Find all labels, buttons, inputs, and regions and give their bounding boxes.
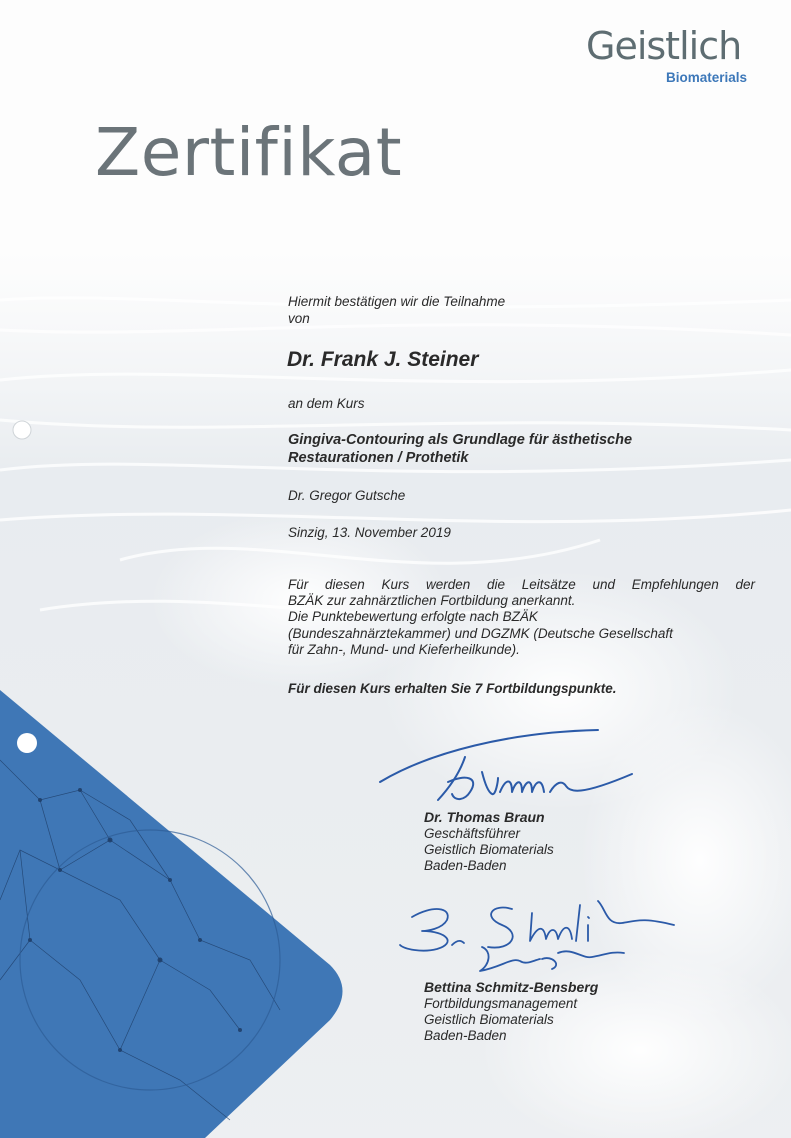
- signatory-1-name: Dr. Thomas Braun: [424, 809, 545, 825]
- signatory-2-company: Geistlich Biomaterials: [424, 1012, 554, 1027]
- intro-line-1: Hiermit bestätigen wir die Teilnahme: [288, 294, 506, 309]
- brand-logo: Geistlich: [586, 24, 742, 68]
- signatory-1-company: Geistlich Biomaterials: [424, 842, 554, 857]
- course-title-line-2: Restaurationen / Prothetik: [288, 450, 469, 466]
- recognition-line-3: Die Punktebewertung erfolgte nach BZÄK: [288, 609, 538, 625]
- speaker-name: Dr. Gregor Gutsche: [288, 488, 406, 503]
- certificate-title: Zertifikat: [95, 114, 403, 191]
- signatory-2-city: Baden-Baden: [424, 1028, 507, 1043]
- signatory-2-role: Fortbildungsmanagement: [424, 996, 578, 1011]
- signatory-1-role: Geschäftsführer: [424, 826, 521, 841]
- recognition-text: [288, 577, 755, 658]
- points-statement: Für diesen Kurs erhalten Sie 7 Fortbildungspunkte.: [288, 681, 617, 696]
- handwritten-signature-icon: [392, 895, 692, 987]
- recognition-line-5: für Zahn-, Mund- und Kieferheilkunde).: [288, 641, 520, 657]
- intro-line-2: von: [288, 311, 310, 326]
- place-date: Sinzig, 13. November 2019: [288, 525, 451, 540]
- recognition-line-1: Für diesen Kurs werden die Leitsätze und Empfehlungen der: [288, 577, 755, 592]
- participant-name: Dr. Frank J. Steiner: [287, 348, 479, 371]
- recognition-line-2: BZÄK zur zahnärztlichen Fortbildung anerkannt.: [288, 593, 576, 609]
- course-title-line-1: Gingiva-Contouring als Grundlage für ästhetische: [288, 432, 633, 448]
- signatory-1-city: Baden-Baden: [424, 858, 507, 873]
- brand-logo-subtitle: Biomaterials: [666, 70, 748, 85]
- course-intro: an dem Kurs: [288, 396, 365, 411]
- signatory-2-name: Bettina Schmitz-Bensberg: [424, 979, 599, 995]
- recognition-line-4: (Bundeszahnärztekammer) und DGZMK (Deutsche Gesellschaft: [288, 625, 673, 641]
- handwritten-signature-icon: [370, 722, 640, 814]
